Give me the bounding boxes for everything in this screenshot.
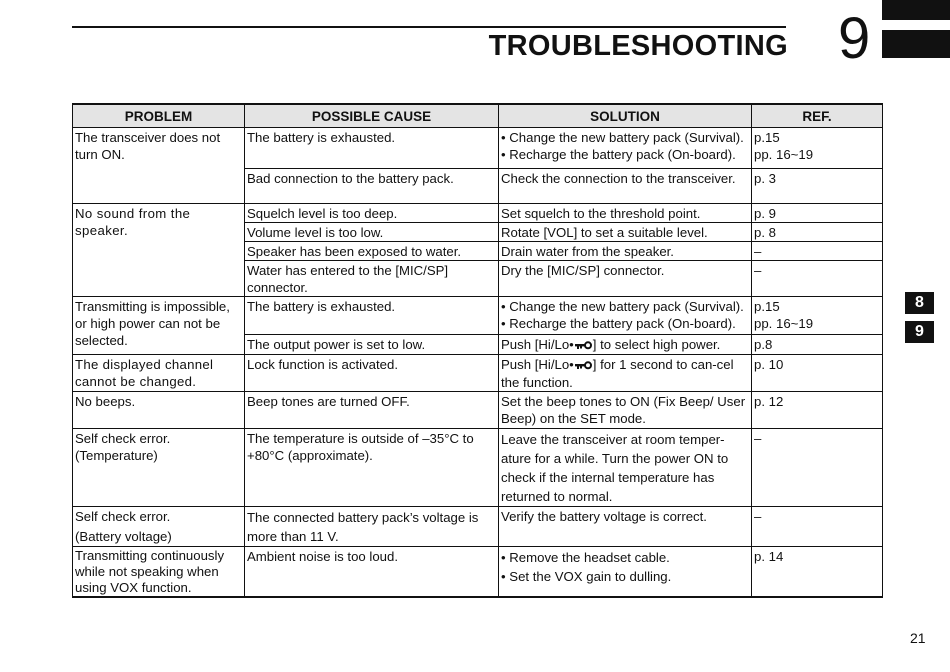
- ref-cell: [752, 297, 883, 335]
- table-header-row: [73, 104, 883, 128]
- solution-text: Push [Hi/Lo•: [501, 357, 574, 373]
- solution-line: • Recharge the battery pack (On-board).: [501, 147, 736, 162]
- cause-cell: The output power is set to low.: [245, 335, 499, 355]
- problem-cell: No beeps.: [73, 392, 245, 429]
- solution-cell: [499, 297, 752, 335]
- ref-cell: p. 12: [752, 392, 883, 429]
- solution-text: ] to select high power.: [592, 337, 721, 352]
- table-row: [73, 507, 883, 547]
- table-row: [73, 128, 883, 169]
- cause-cell: Ambient noise is too loud.: [245, 547, 499, 598]
- problem-cell: The displayed channel cannot be changed.: [73, 355, 245, 392]
- solution-cell: Verify the battery voltage is correct.: [499, 507, 752, 547]
- ref-cell: p. 9: [752, 204, 883, 223]
- solution-cell: Leave the transceiver at room temper-ature for a while. Turn the power ON to check if the internal temperature has returned to normal.: [499, 429, 752, 507]
- problem-cell: The transceiver does not turn ON.: [73, 128, 245, 204]
- key-icon: [575, 337, 592, 354]
- solution-cell: [499, 335, 752, 355]
- ref-cell: –: [752, 261, 883, 297]
- chapter-tab-bar: [882, 0, 950, 20]
- problem-cell: [73, 507, 245, 547]
- table-row: [73, 547, 883, 598]
- problem-cell: Transmitting is impossible, or high power can not be selected.: [73, 297, 245, 355]
- cause-cell: Lock function is activated.: [245, 355, 499, 392]
- solution-text: ] for 1 second to can-cel the function.: [501, 357, 734, 391]
- solution-cell: Drain water from the speaker.: [499, 242, 752, 261]
- ref-cell: [752, 128, 883, 169]
- solution-cell: Rotate [VOL] to set a suitable level.: [499, 223, 752, 242]
- cause-cell: The battery is exhausted.: [245, 297, 499, 335]
- table-row: [73, 429, 883, 507]
- problem-cell: Transmitting continuously while not speaking when using VOX function.: [73, 547, 245, 598]
- ref-line: pp. 16~19: [754, 316, 814, 331]
- solution-cell: Set the beep tones to ON (Fix Beep/ User Beep) on the SET mode.: [499, 392, 752, 429]
- page-number: 21: [910, 630, 926, 646]
- table-row: [73, 297, 883, 335]
- cause-cell: The temperature is outside of –35°C to +80°C (approximate).: [245, 429, 499, 507]
- ref-cell: –: [752, 429, 883, 507]
- ref-cell: p.8: [752, 335, 883, 355]
- ref-line: p.15: [754, 299, 780, 314]
- page-title: TROUBLESHOOTING: [488, 30, 788, 62]
- cause-cell: Beep tones are turned OFF.: [245, 392, 499, 429]
- solution-line: • Change the new battery pack (Survival).: [501, 299, 744, 314]
- solution-line: • Set the VOX gain to dulling.: [501, 569, 672, 585]
- solution-text: Push [Hi/Lo•: [501, 337, 574, 352]
- ref-cell: p. 3: [752, 169, 883, 204]
- header-rule: [72, 26, 786, 28]
- solution-cell: [499, 128, 752, 169]
- column-header-cause: POSSIBLE CAUSE: [245, 104, 499, 128]
- solution-cell: Check the connection to the transceiver.: [499, 169, 752, 204]
- cause-cell: The connected battery pack’s voltage is more than 11 V.: [245, 507, 499, 547]
- solution-cell: [499, 547, 752, 598]
- ref-cell: p. 10: [752, 355, 883, 392]
- cause-cell: Volume level is too low.: [245, 223, 499, 242]
- side-tab-chapter-9[interactable]: 9: [905, 321, 934, 343]
- cause-cell: The battery is exhausted.: [245, 128, 499, 169]
- solution-line: • Remove the headset cable.: [501, 550, 670, 566]
- ref-cell: p. 8: [752, 223, 883, 242]
- ref-line: pp. 16~19: [754, 147, 814, 162]
- problem-cell: No sound from the speaker.: [73, 204, 245, 297]
- solution-cell: Dry the [MIC/SP] connector.: [499, 261, 752, 297]
- ref-cell: p. 14: [752, 547, 883, 598]
- table-row: [73, 204, 883, 223]
- problem-line: (Battery voltage): [75, 529, 172, 545]
- solution-line: • Change the new battery pack (Survival).: [501, 130, 744, 145]
- cause-cell: Squelch level is too deep.: [245, 204, 499, 223]
- side-tab-chapter-8[interactable]: 8: [905, 292, 934, 314]
- table-row: [73, 355, 883, 392]
- solution-line: • Recharge the battery pack (On-board).: [501, 316, 736, 331]
- cause-cell: Speaker has been exposed to water.: [245, 242, 499, 261]
- column-header-problem: PROBLEM: [73, 104, 245, 128]
- ref-cell: –: [752, 507, 883, 547]
- table-row: [73, 392, 883, 429]
- key-icon: [575, 357, 592, 374]
- cause-cell: Water has entered to the [MIC/SP] connector.: [245, 261, 499, 297]
- ref-line: p.15: [754, 130, 780, 145]
- problem-cell: Self check error. (Temperature): [73, 429, 245, 507]
- solution-cell: Set squelch to the threshold point.: [499, 204, 752, 223]
- ref-cell: –: [752, 242, 883, 261]
- troubleshooting-table: [72, 103, 883, 598]
- column-header-solution: SOLUTION: [499, 104, 752, 128]
- chapter-tab-bar: [882, 30, 950, 58]
- chapter-number: 9: [838, 6, 871, 71]
- column-header-ref: REF.: [752, 104, 883, 128]
- problem-line: Self check error.: [75, 509, 171, 525]
- solution-cell: [499, 355, 752, 392]
- cause-cell: Bad connection to the battery pack.: [245, 169, 499, 204]
